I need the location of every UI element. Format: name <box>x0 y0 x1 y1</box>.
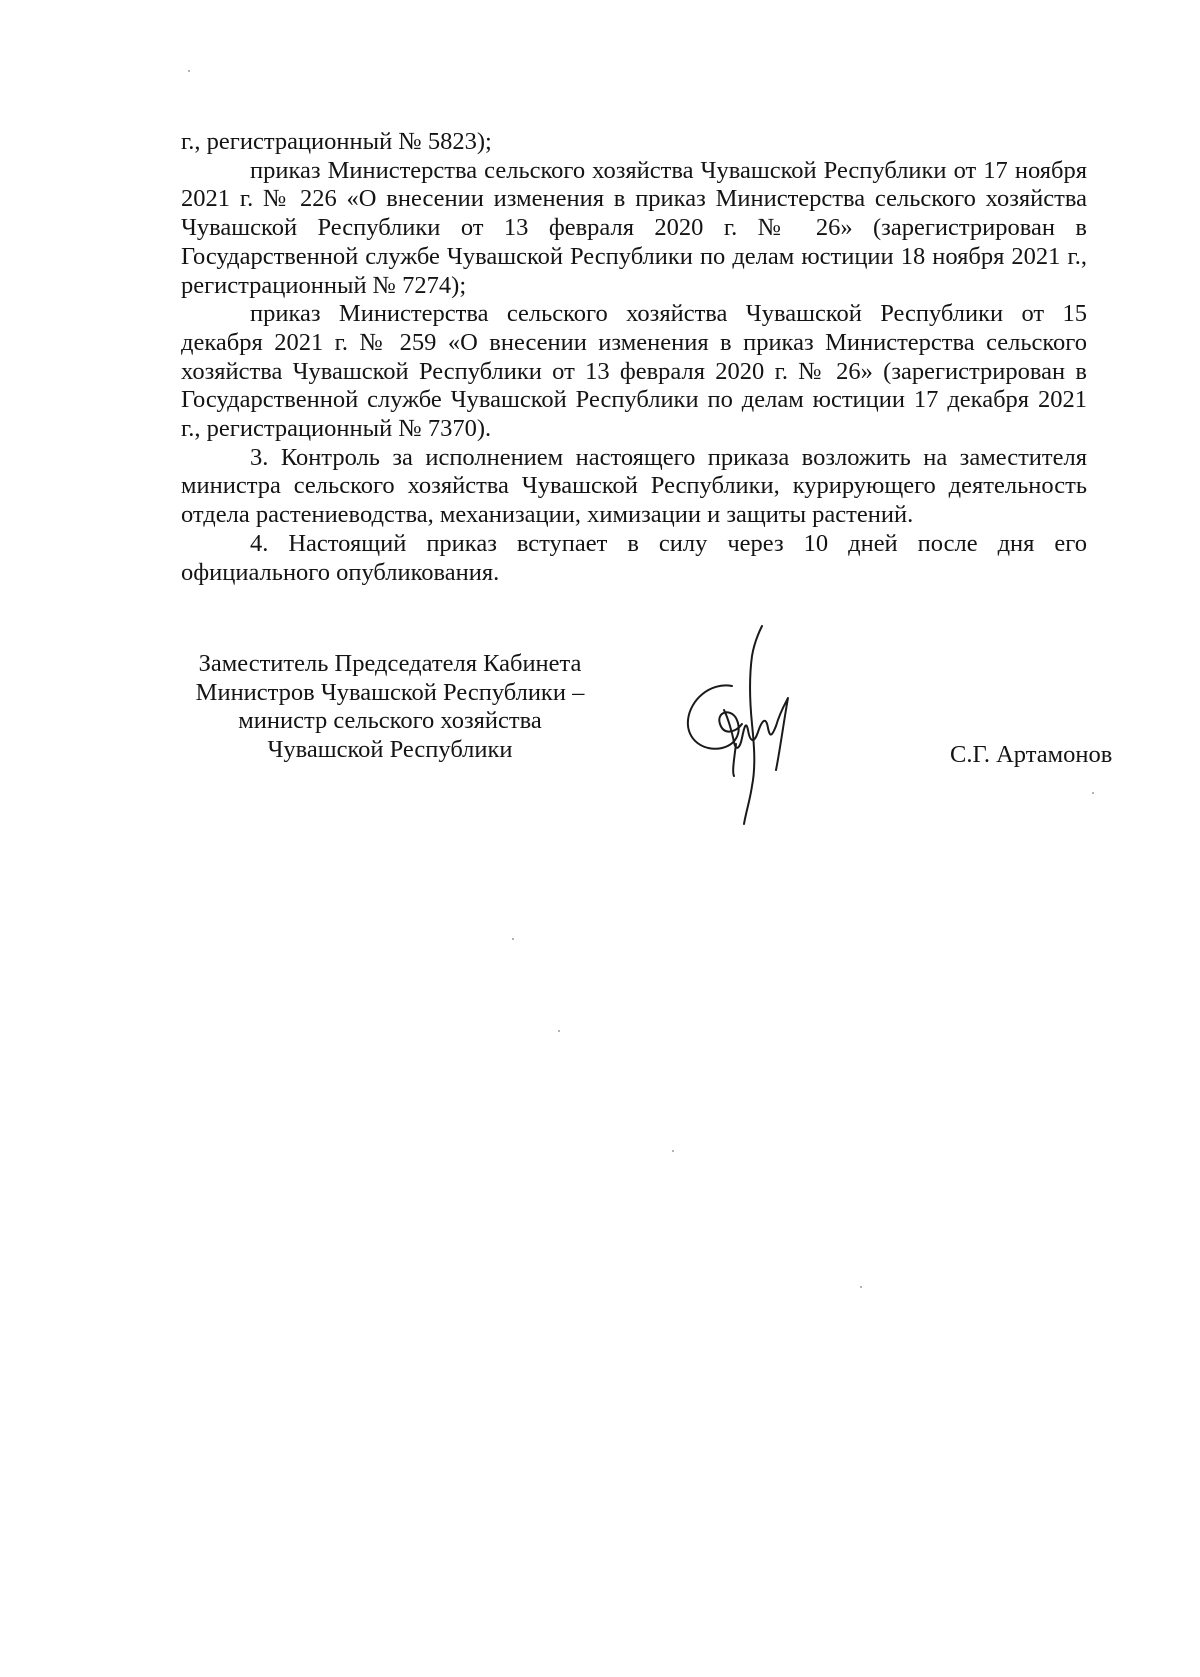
scan-speck <box>188 70 190 72</box>
signatory-name: С.Г. Артамонов <box>950 741 1113 768</box>
signatory-position <box>170 650 610 765</box>
position-line: Министров Чувашской Республики – <box>195 678 585 706</box>
paragraph-item-4: 4. Настоящий приказ вступает в силу через 10 дней после дня его официального опубликования. <box>181 529 1087 586</box>
scan-speck <box>1092 792 1094 794</box>
paragraph-continuation: г., регистрационный № 5823); <box>181 128 492 155</box>
scan-speck <box>512 938 514 940</box>
handwritten-signature <box>680 620 820 830</box>
document-body <box>181 128 1087 587</box>
position-line: министр сельского хозяйства <box>238 707 542 735</box>
position-line: Заместитель Председателя Кабинета <box>198 650 582 677</box>
scan-speck <box>558 1030 560 1032</box>
paragraph-order-259: приказ Министерства сельского хозяйства Чувашской Республики от 15 декабря 2021 г. № 259 «О внесении изменения в приказ Министерства сельского хозяйства Чувашской Республики от 13 февраля 2020 г. № 26» (зарегистрирован в Государственной службе Чувашской Республики по делам юстиции 17 декабря 2021 г., регистрационный № 7370). <box>181 300 1087 443</box>
scan-speck <box>672 1150 674 1152</box>
scan-speck <box>860 1286 862 1288</box>
position-line: Чувашской Республики <box>267 736 513 764</box>
paragraph-order-226: приказ Министерства сельского хозяйства Чувашской Республики от 17 ноября 2021 г. № 226 «О внесении изменения в приказ Министерства сельского хозяйства Чувашской Республики от 13 февраля 2020 г. № 26» (зарегистрирован в Государственной службе Чувашской Республики по делам юстиции 18 ноября 2021 г., регистрационный № 7274); <box>181 156 1087 299</box>
paragraph-item-3: 3. Контроль за исполнением настоящего приказа возложить на заместителя министра сельского хозяйства Чувашской Республики, курирующего деятельность отдела растениеводства, механизации, химизации и защиты растений. <box>181 443 1087 529</box>
